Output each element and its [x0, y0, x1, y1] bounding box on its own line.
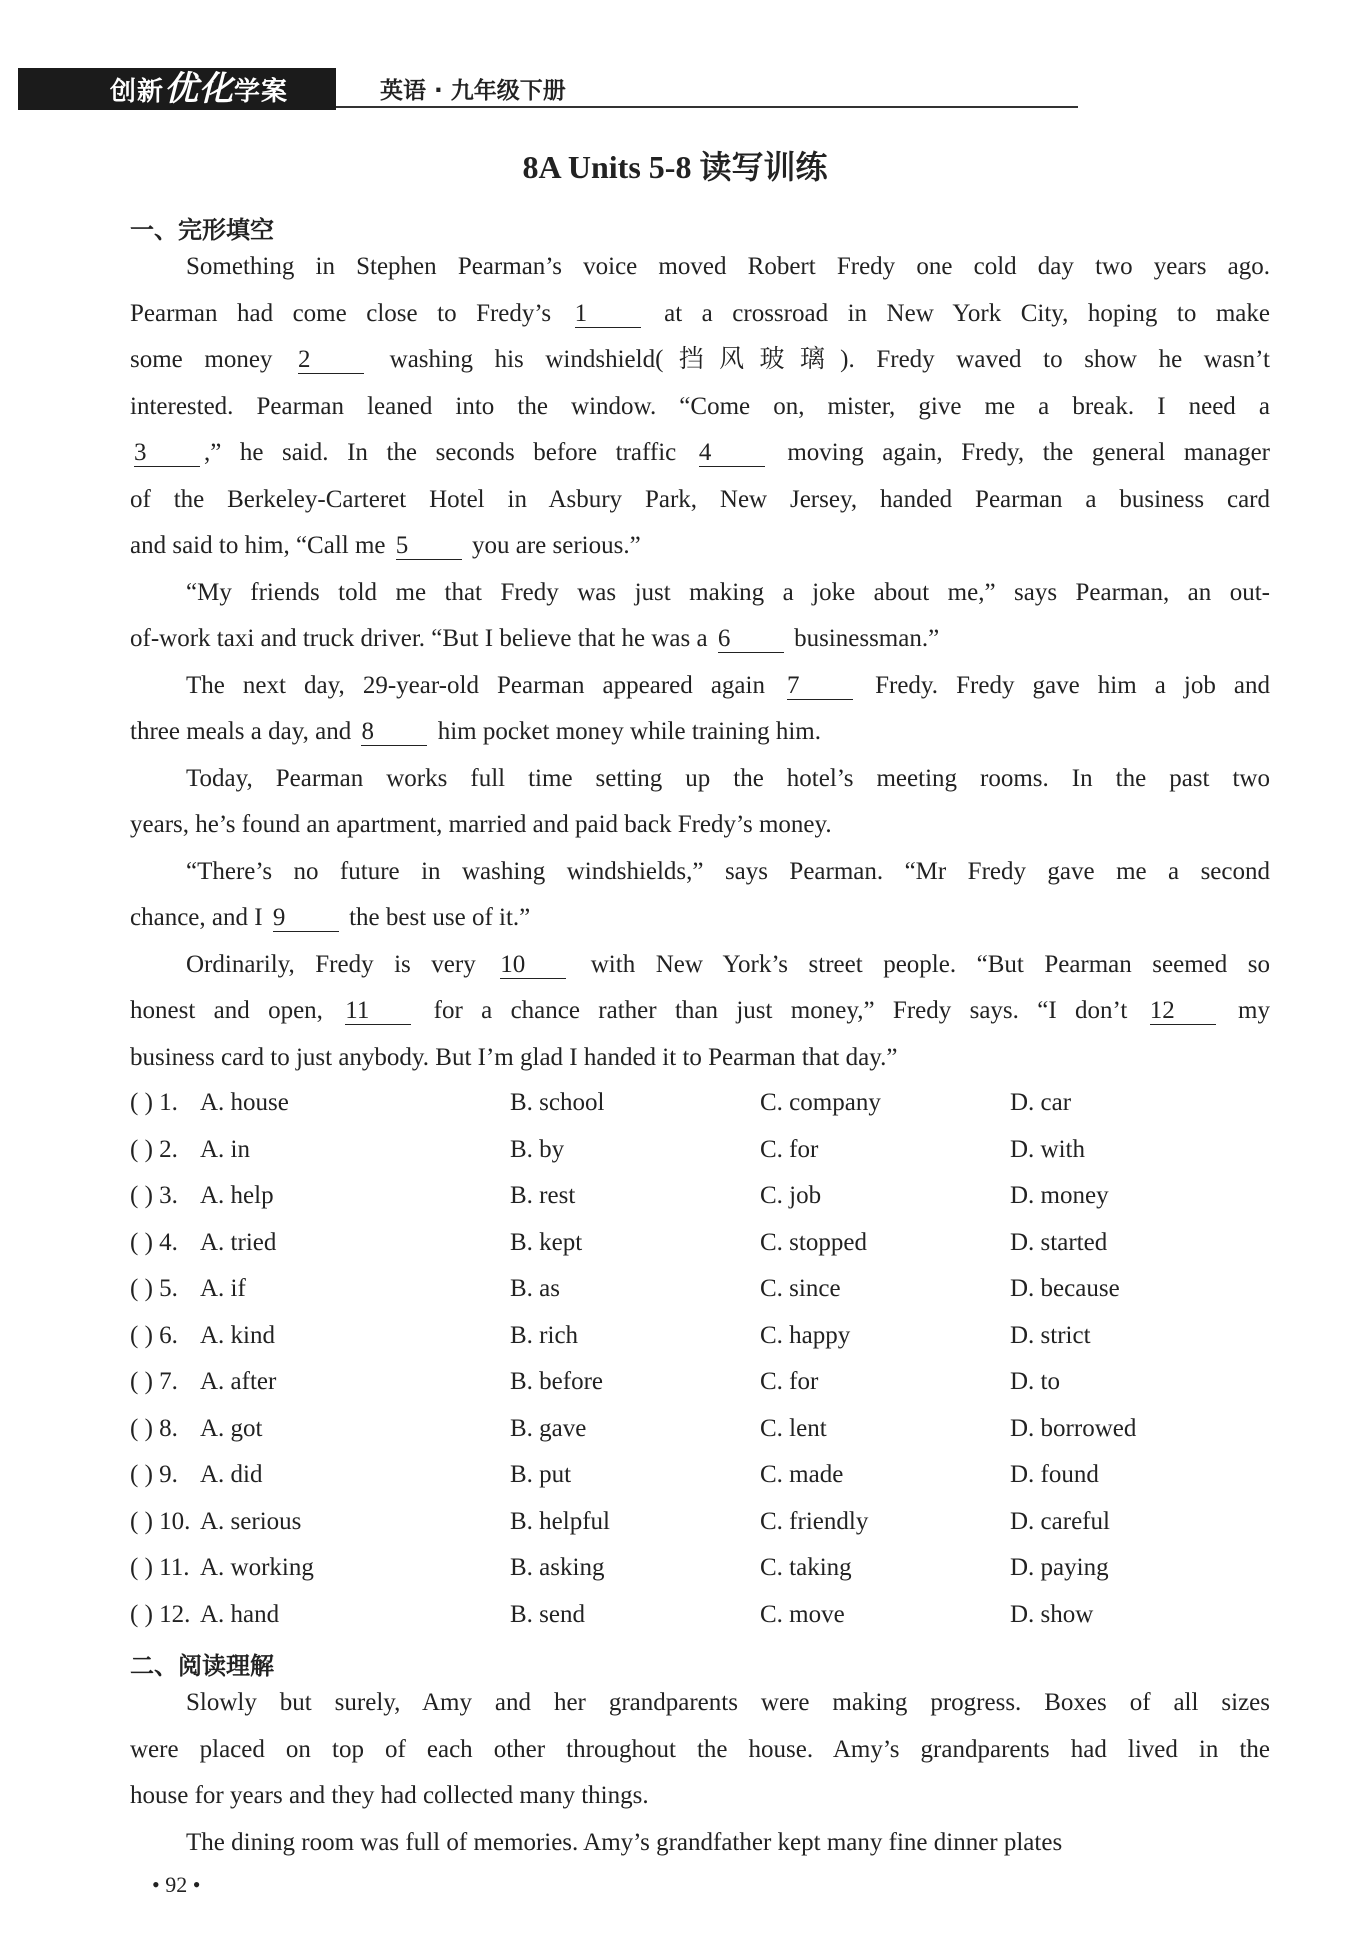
question-number: 9.	[152, 1461, 178, 1488]
text-line	[130, 337, 1270, 384]
text-line	[130, 663, 1270, 710]
blank-4: 4	[699, 440, 765, 467]
answer-parens	[130, 1452, 178, 1499]
blank-9: 9	[273, 905, 339, 932]
option-b: B. before	[510, 1368, 604, 1395]
text-line	[130, 942, 1270, 989]
option-a: A. hand	[200, 1600, 280, 1628]
option-c: C. for	[760, 1135, 819, 1163]
question-number: 11.	[152, 1554, 190, 1581]
text-run: The dining room was full of memories. Amy’s grandfather kept many fine dinner plates	[186, 1828, 1063, 1856]
brand-prefix: 创新	[110, 77, 165, 107]
blank-1: 1	[575, 301, 641, 328]
answer-parens	[130, 1080, 178, 1127]
answer-parens	[130, 1406, 178, 1453]
answer-parens-text: ( )	[130, 1182, 153, 1209]
answer-parens	[130, 1220, 178, 1267]
option-row	[130, 1173, 1270, 1220]
text-run: Ordinarily, Fredy is very	[186, 950, 497, 978]
answer-parens-text: ( )	[130, 1368, 153, 1395]
option-row	[130, 1080, 1270, 1127]
question-number: 8.	[152, 1414, 178, 1442]
option-c: C. taking	[760, 1554, 852, 1581]
text-run: businessman.”	[787, 625, 940, 652]
text-line	[130, 1035, 1270, 1082]
answer-parens	[130, 1266, 178, 1313]
option-c: C. made	[760, 1461, 844, 1488]
text-line	[130, 988, 1270, 1035]
text-run: moving again, Fredy, the general manager	[768, 439, 1270, 466]
text-run: Fredy. Fredy gave him a job and	[857, 671, 1270, 699]
text-line	[130, 802, 1270, 849]
answer-parens	[130, 1499, 190, 1546]
page-header	[18, 68, 1078, 110]
question-number: 12.	[152, 1600, 191, 1628]
option-d: D. money	[1010, 1182, 1109, 1209]
text-line	[130, 849, 1270, 896]
answer-parens	[130, 1545, 189, 1592]
question-number: 6.	[152, 1321, 178, 1349]
option-c: C. lent	[760, 1414, 827, 1442]
option-a: A. if	[200, 1275, 246, 1302]
text-run: house for years and they had collected many things.	[130, 1782, 649, 1809]
answer-parens-text: ( )	[130, 1414, 153, 1442]
option-d: D. car	[1010, 1089, 1072, 1116]
option-row	[130, 1359, 1270, 1406]
text-line	[130, 477, 1270, 524]
text-line	[130, 570, 1270, 617]
answer-parens	[130, 1173, 178, 1220]
question-number: 3.	[152, 1182, 178, 1209]
option-b: B. school	[510, 1089, 605, 1116]
text-run: for a chance rather than just money,” Fredy says. “I don’t	[415, 997, 1146, 1024]
blank-10: 10	[500, 952, 566, 979]
answer-parens-text: ( )	[130, 1089, 153, 1116]
option-d: D. borrowed	[1010, 1414, 1137, 1442]
option-d: D. found	[1010, 1461, 1099, 1488]
text-run: Pearman had come close to Fredy’s	[130, 299, 571, 327]
text-run: three meals a day, and	[130, 718, 358, 745]
option-b: B. kept	[510, 1228, 583, 1256]
option-b: B. helpful	[510, 1507, 610, 1535]
answer-parens-text: ( )	[130, 1461, 153, 1488]
question-number: 5.	[152, 1275, 178, 1302]
option-a: A. help	[200, 1182, 274, 1209]
option-a: A. tried	[200, 1228, 277, 1256]
option-c: C. since	[760, 1275, 841, 1302]
option-c: C. stopped	[760, 1228, 867, 1256]
text-run: ,” he said. In the seconds before traffic	[204, 439, 695, 466]
answer-parens-text: ( )	[130, 1600, 153, 1628]
text-line	[130, 1680, 1270, 1727]
question-number: 10.	[152, 1507, 191, 1535]
text-run: chance, and I	[130, 904, 269, 931]
brand-suffix: 学案	[234, 77, 289, 107]
page-number: • 92 •	[152, 1872, 201, 1897]
option-row	[130, 1313, 1270, 1360]
text-line	[130, 384, 1270, 431]
option-b: B. send	[510, 1600, 585, 1628]
section-heading-reading: 二、阅读理解	[130, 1652, 274, 1680]
option-c: C. job	[760, 1182, 822, 1209]
text-run: years, he’s found an apartment, married and paid back Fredy’s money.	[130, 811, 832, 838]
text-run: with New York’s street people. “But Pearman seemed so	[570, 950, 1270, 978]
option-d: D. because	[1010, 1275, 1120, 1302]
answer-parens	[130, 1359, 178, 1406]
text-run: “My friends told me that Fredy was just making a joke about me,” says Pearman, an out-	[186, 578, 1270, 606]
option-row	[130, 1266, 1270, 1313]
text-run: the best use of it.”	[342, 904, 531, 931]
brand-big: 优化	[164, 69, 235, 109]
option-row	[130, 1452, 1270, 1499]
text-line	[130, 616, 1270, 663]
text-line	[130, 244, 1270, 291]
option-a: A. serious	[200, 1507, 302, 1535]
option-a: A. house	[200, 1089, 289, 1116]
option-row	[130, 1127, 1270, 1174]
question-number: 7.	[152, 1368, 178, 1395]
blank-3: 3	[134, 440, 200, 467]
text-run: you are serious.”	[465, 532, 641, 559]
option-b: B. asking	[510, 1554, 605, 1581]
text-run: of-work taxi and truck driver. “But I believe that he was a	[130, 625, 714, 652]
answer-parens-text: ( )	[130, 1554, 153, 1581]
text-line	[130, 1773, 1270, 1820]
option-d: D. with	[1010, 1135, 1085, 1163]
option-d: D. to	[1010, 1368, 1060, 1395]
option-row	[130, 1592, 1270, 1639]
option-b: B. as	[510, 1275, 560, 1302]
option-row	[130, 1220, 1270, 1267]
option-b: B. rich	[510, 1321, 579, 1349]
answer-parens-text: ( )	[130, 1135, 153, 1163]
text-run: of the Berkeley-Carteret Hotel in Asbury Park, New Jersey, handed Pearman a business card	[130, 485, 1270, 513]
option-a: A. did	[200, 1461, 263, 1488]
text-run: Slowly but surely, Amy and her grandparents were making progress. Boxes of all sizes	[186, 1689, 1270, 1716]
text-line	[130, 523, 1270, 570]
cloze-passage	[130, 244, 1270, 1081]
option-b: B. rest	[510, 1182, 576, 1209]
text-run: interested. Pearman leaned into the window. “Come on, mister, give me a break. I need a	[130, 392, 1270, 420]
blank-5: 5	[396, 533, 462, 560]
option-a: A. working	[200, 1554, 314, 1581]
answer-parens-text: ( )	[130, 1321, 153, 1349]
subject-label: 英语 · 九年级下册	[380, 78, 566, 104]
question-number: 1.	[152, 1089, 178, 1116]
text-run: at a crossroad in New York City, hoping to make	[644, 299, 1270, 327]
option-c: C. for	[760, 1368, 819, 1395]
question-number: 4.	[152, 1228, 178, 1256]
option-a: A. got	[200, 1414, 263, 1442]
text-run: business card to just anybody. But I’m glad I handed it to Pearman that day.”	[130, 1043, 898, 1071]
text-line	[130, 756, 1270, 803]
text-line	[130, 1820, 1270, 1867]
option-a: A. in	[200, 1135, 250, 1163]
text-run: my	[1219, 997, 1270, 1024]
text-run: were placed on top of each other throughout the house. Amy’s grandparents had lived in the	[130, 1735, 1270, 1763]
question-number: 2.	[152, 1135, 178, 1163]
text-run: some money	[130, 346, 295, 373]
blank-6: 6	[718, 626, 784, 653]
options-list	[130, 1080, 1270, 1638]
answer-parens	[130, 1592, 190, 1639]
option-b: B. gave	[510, 1414, 587, 1442]
option-row	[130, 1406, 1270, 1453]
answer-parens	[130, 1127, 178, 1174]
option-c: C. friendly	[760, 1507, 869, 1535]
page-title: 8A Units 5-8 读写训练	[522, 149, 828, 185]
text-line	[130, 895, 1270, 942]
text-run: Today, Pearman works full time setting up the hotel’s meeting rooms. In the past two	[186, 764, 1270, 792]
option-d: D. careful	[1010, 1507, 1110, 1535]
text-run: “There’s no future in washing windshields,” says Pearman. “Mr Fredy gave me a second	[186, 857, 1270, 885]
blank-11: 11	[345, 998, 411, 1025]
header-divider	[336, 106, 1078, 108]
answer-parens-text: ( )	[130, 1228, 153, 1256]
option-row	[130, 1499, 1270, 1546]
option-d: D. show	[1010, 1600, 1094, 1628]
option-c: C. move	[760, 1600, 845, 1628]
text-run: washing his windshield(挡风玻璃). Fredy waved to show he wasn’t	[368, 346, 1270, 373]
option-b: B. by	[510, 1135, 565, 1163]
section-heading-cloze: 一、完形填空	[130, 216, 274, 244]
answer-parens-text: ( )	[130, 1275, 153, 1302]
option-d: D. paying	[1010, 1554, 1109, 1581]
option-a: A. kind	[200, 1321, 275, 1349]
blank-2: 2	[298, 347, 364, 374]
reading-passage	[130, 1680, 1270, 1866]
option-d: D. started	[1010, 1228, 1108, 1256]
text-line	[130, 291, 1270, 338]
option-d: D. strict	[1010, 1321, 1091, 1349]
option-c: C. company	[760, 1089, 881, 1116]
brand-logo	[18, 68, 336, 110]
text-run: and said to him, “Call me	[130, 532, 392, 559]
option-a: A. after	[200, 1368, 277, 1395]
text-line	[130, 430, 1270, 477]
text-run: him pocket money while training him.	[431, 718, 821, 745]
text-run: honest and open,	[130, 997, 342, 1024]
option-row	[130, 1545, 1270, 1592]
text-run: Something in Stephen Pearman’s voice moved Robert Fredy one cold day two years ago.	[186, 253, 1270, 280]
blank-8: 8	[361, 719, 427, 746]
text-run: The next day, 29-year-old Pearman appeared again	[186, 671, 784, 699]
answer-parens	[130, 1313, 178, 1360]
answer-parens-text: ( )	[130, 1507, 153, 1535]
blank-7: 7	[787, 673, 853, 700]
option-c: C. happy	[760, 1321, 851, 1349]
text-line	[130, 709, 1270, 756]
blank-12: 12	[1150, 998, 1216, 1025]
text-line	[130, 1727, 1270, 1774]
option-b: B. put	[510, 1461, 572, 1488]
